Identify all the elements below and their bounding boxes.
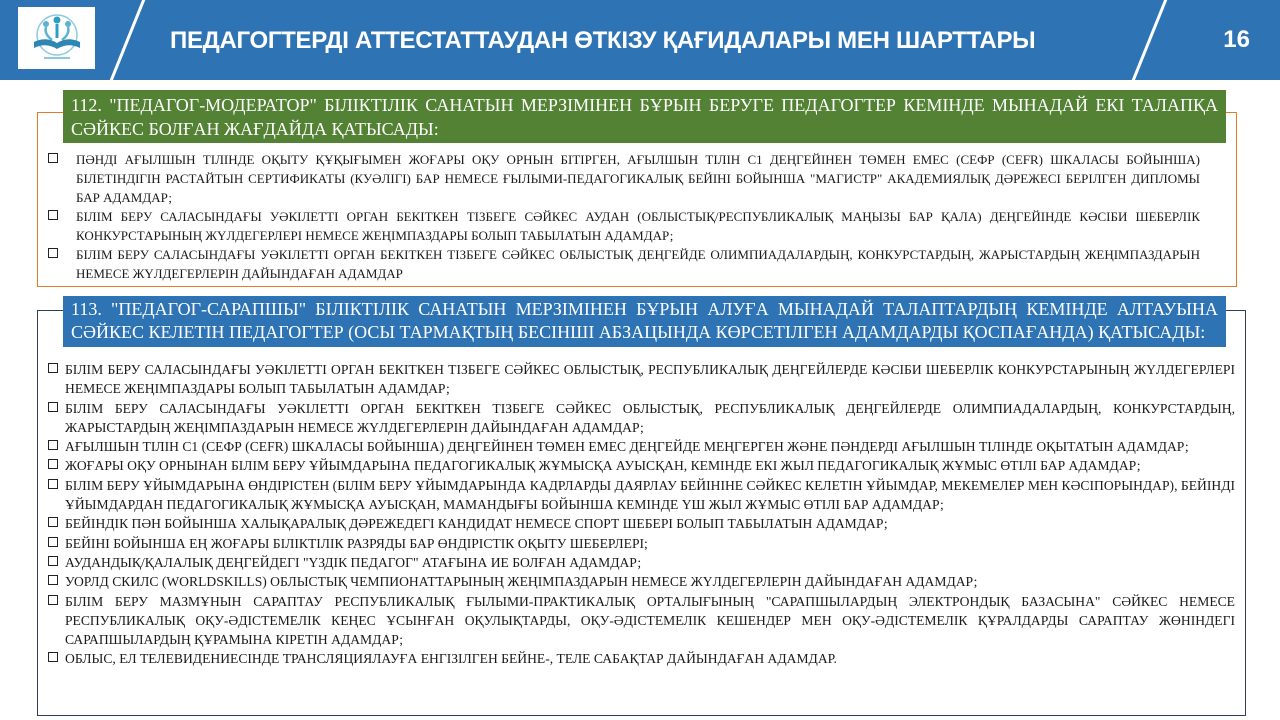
checkbox-bullet-icon [48, 248, 58, 258]
checkbox-bullet-icon [48, 479, 58, 489]
list-item: УОРЛД СКИЛС (WORLDSKILLS) ОБЛЫСТЫҚ ЧЕМПИОНАТТАРЫНЫҢ ЖЕҢІМПАЗДАРЫН НЕМЕСЕ ЖҮЛДЕГЕРЛЕРІН ДАЙЫНДАҒАН АДАМДАР; [46, 572, 1235, 591]
checkbox-bullet-icon [48, 556, 58, 566]
checkbox-bullet-icon [48, 595, 58, 605]
checkbox-bullet-icon [48, 459, 58, 469]
list-item: БІЛІМ БЕРУ САЛАСЫНДАҒЫ УӘКІЛЕТТІ ОРГАН БЕКІТКЕН ТІЗБЕГЕ СӘЙКЕС ОБЛЫСТЫҚ ДЕҢГЕЙДЕ ОЛИМПИАДАЛАРДЫҢ, КОНКУРСТАРДЫҢ, ЖАРЫСТАРДЫҢ ЖЕҢІМПАЗДАРЫН НЕМЕСЕ ЖҮЛДЕГЕРЛЕРІН ДАЙЫНДАҒАН АДАМДАР [46, 245, 1200, 283]
section-113-heading: 113. "ПЕДАГОГ-САРАПШЫ" БІЛІКТІЛІК САНАТЫН МЕРЗІМІНЕН БҰРЫН АЛУҒА МЫНАДАЙ ТАЛАПТАРДЫҢ КЕМІНДЕ АЛТАУЫНА СӘЙКЕС КЕЛЕТІН ПЕДАГОГТЕР (ОСЫ ТАРМАҚТЫҢ БЕСІНШІ АБЗАЦЫНДА КӨРСЕТІЛГЕН АДАМДАРДЫ ҚОСПАҒАНДА) ҚАТЫСАДЫ: [63, 296, 1226, 347]
logo [18, 7, 95, 69]
checkbox-bullet-icon [48, 537, 58, 547]
header-divider-right [1129, 0, 1169, 80]
page-number: 16 [1223, 26, 1250, 53]
checkbox-bullet-icon [48, 575, 58, 585]
list-item: АҒЫЛШЫН ТІЛІН С1 (СЕФР (CEFR) ШКАЛАСЫ БОЙЫНША) ДЕҢГЕЙІНЕН ТӨМЕН ЕМЕС ДЕҢГЕЙДЕ МЕҢГЕРГЕН ЖӘНЕ ПӘНДЕРДІ АҒЫЛШЫН ТІЛІНДЕ ОҚЫТАТЫН АДАМДАР; [46, 437, 1235, 456]
checkbox-bullet-icon [48, 210, 58, 220]
list-item: АУДАНДЫҚ/ҚАЛАЛЫҚ ДЕҢГЕЙДЕГІ "ҮЗДІК ПЕДАГОГ" АТАҒЫНА ИЕ БОЛҒАН АДАМДАР; [46, 553, 1235, 572]
header-divider-left [107, 0, 147, 80]
section-113-list [46, 360, 1235, 669]
list-item: БІЛІМ БЕРУ САЛАСЫНДАҒЫ УӘКІЛЕТТІ ОРГАН БЕКІТКЕН ТІЗБЕГЕ СӘЙКЕС ОБЛЫСТЫҚ, РЕСПУБЛИКАЛЫҚ ДЕҢГЕЙЛЕРДЕ КӘСІБИ ШЕБЕРЛІК КОНКУРСТАРЫНЫҢ ЖҮЛДЕГЕРЛЕРІ НЕМЕСЕ ЖЕҢІМПАЗДАРЫ БОЛЫП ТАБЫЛАТЫН АДАМДАР; [46, 360, 1235, 399]
checkbox-bullet-icon [48, 517, 58, 527]
list-item: БЕЙІНДІК ПӘН БОЙЫНША ХАЛЫҚАРАЛЫҚ ДӘРЕЖЕДЕГІ КАНДИДАТ НЕМЕСЕ СПОРТ ШЕБЕРІ БОЛЫП ТАБЫЛАТЫН АДАМДАР; [46, 514, 1235, 533]
list-item: БІЛІМ БЕРУ МАЗМҰНЫН САРАПТАУ РЕСПУБЛИКАЛЫҚ ҒЫЛЫМИ-ПРАКТИКАЛЫҚ ОРТАЛЫҒЫНЫҢ "САРАПШЫЛАРДЫҢ ЭЛЕКТРОНДЫҚ БАЗАСЫНА" СӘЙКЕС НЕМЕСЕ РЕСПУБЛИКАЛЫҚ ОҚУ-ӘДІСТЕМЕЛІК КЕҢЕС ҰСЫНҒАН ОҚУЛЫҚТАРДЫ, ОҚУ-ӘДІСТЕМЕЛІК КЕШЕНДЕР МЕН ОҚУ-ӘДІСТЕМЕЛІК ҚҰРАЛДАРДЫ САРАПТАУ ЖӨНІНДЕГІ САРАПШЫЛАРДЫҢ ҚҰРАМЫНА КІРЕТІН АДАМДАР; [46, 592, 1235, 650]
checkbox-bullet-icon [48, 440, 58, 450]
checkbox-bullet-icon [48, 652, 58, 662]
section-112-heading: 112. "ПЕДАГОГ-МОДЕРАТОР" БІЛІКТІЛІК САНАТЫН МЕРЗІМІНЕН БҰРЫН БЕРУГЕ ПЕДАГОГТЕР КЕМІНДЕ МЫНАДАЙ ЕКІ ТАЛАПҚА СӘЙКЕС БОЛҒАН ЖАҒДАЙДА ҚАТЫСАДЫ: [63, 90, 1226, 143]
list-item: ОБЛЫС, ЕЛ ТЕЛЕВИДЕНИЕСІНДЕ ТРАНСЛЯЦИЯЛАУҒА ЕНГІЗІЛГЕН БЕЙНЕ-, ТЕЛЕ САБАҚТАР ДАЙЫНДАҒАН АДАМДАР. [46, 649, 1235, 668]
list-item: БІЛІМ БЕРУ ҰЙЫМДАРЫНА ӨНДІРІСТЕН (БІЛІМ БЕРУ ҰЙЫМДАРЫНДА КАДРЛАРДЫ ДАЯРЛАУ БЕЙІНІНЕ СӘЙКЕС КЕЛЕТІН ҰЙЫМДАР, МЕКЕМЕЛЕР МЕН КӘСІПОРЫНДАР), БЕЙІНДІ ҰЙЫМДАРДАН ПЕДАГОГИКАЛЫҚ ЖҰМЫСҚА АУЫСҚАН, МАМАНДЫҒЫ БОЙЫНША КЕМІНДЕ ҮШ ЖЫЛ ЖҰМЫС ӨТІЛІ БАР АДАМДАР; [46, 476, 1235, 515]
list-item: БЕЙІНІ БОЙЫНША ЕҢ ЖОҒАРЫ БІЛІКТІЛІК РАЗРЯДЫ БАР ӨНДІРІСТІК ОҚЫТУ ШЕБЕРЛЕРІ; [46, 534, 1235, 553]
checkbox-bullet-icon [48, 402, 58, 412]
list-item: БІЛІМ БЕРУ САЛАСЫНДАҒЫ УӘКІЛЕТТІ ОРГАН БЕКІТКЕН ТІЗБЕГЕ СӘЙКЕС АУДАН (ОБЛЫСТЫҚ/РЕСПУБЛИКАЛЫҚ МАҢЫЗЫ БАР ҚАЛА) ДЕҢГЕЙІНДЕ КӘСІБИ ШЕБЕРЛІК КОНКУРСТАРЫНЫҢ ЖҮЛДЕГЕРЛЕРІ НЕМЕСЕ ЖЕҢІМПАЗДАРЫ БОЛЫП ТАБЫЛАТЫН АДАМДАР; [46, 207, 1200, 245]
list-item: ЖОҒАРЫ ОҚУ ОРНЫНАН БІЛІМ БЕРУ ҰЙЫМДАРЫНА ПЕДАГОГИКАЛЫҚ ЖҰМЫСҚА АУЫСҚАН, КЕМІНДЕ ЕКІ ЖЫЛ ПЕДАГОГИКАЛЫҚ ЖҰМЫС ӨТІЛІ БАР АДАМДАР; [46, 456, 1235, 475]
slide-title: ПЕДАГОГТЕРДІ АТТЕСТАТТАУДАН ӨТКІЗУ ҚАҒИДАЛАРЫ МЕН ШАРТТАРЫ [170, 27, 1036, 54]
checkbox-bullet-icon [48, 363, 58, 373]
list-item: БІЛІМ БЕРУ САЛАСЫНДАҒЫ УӘКІЛЕТТІ ОРГАН БЕКІТКЕН ТІЗБЕГЕ СӘЙКЕС ОБЛЫСТЫҚ, РЕСПУБЛИКАЛЫҚ ДЕҢГЕЙЛЕРДЕ ОЛИМПИАДАЛАРДЫҢ, КОНКУРСТАРДЫҢ, ЖАРЫСТАРДЫҢ ЖЕҢІМПАЗДАРЫН НЕМЕСЕ ЖҮЛДЕГЕРЛЕРІН ДАЙЫНДАҒАН АДАМДАР; [46, 399, 1235, 438]
slide-header [0, 0, 1280, 80]
section-112-list [46, 150, 1200, 283]
checkbox-bullet-icon [48, 153, 58, 163]
book-people-logo-icon [22, 10, 92, 66]
list-item: ПӘНДІ АҒЫЛШЫН ТІЛІНДЕ ОҚЫТУ ҚҰҚЫҒЫМЕН ЖОҒАРЫ ОҚУ ОРНЫН БІТІРГЕН, АҒЫЛШЫН ТІЛІН С1 ДЕҢГЕЙІНЕН ТӨМЕН ЕМЕС (СЕФР (CEFR) ШКАЛАСЫ БОЙЫНША) БІЛЕТІНДІГІН РАСТАЙТЫН СЕРТИФИКАТЫ (КУӘЛІГІ) БАР НЕМЕСЕ ҒЫЛЫМИ-ПЕДАГОГИКАЛЫҚ БЕЙІНІ БОЙЫНША "МАГИСТР" АКАДЕМИЯЛЫҚ ДӘРЕЖЕСІ БЕРІЛГЕН ДИПЛОМЫ БАР АДАМДАР; [46, 150, 1200, 207]
